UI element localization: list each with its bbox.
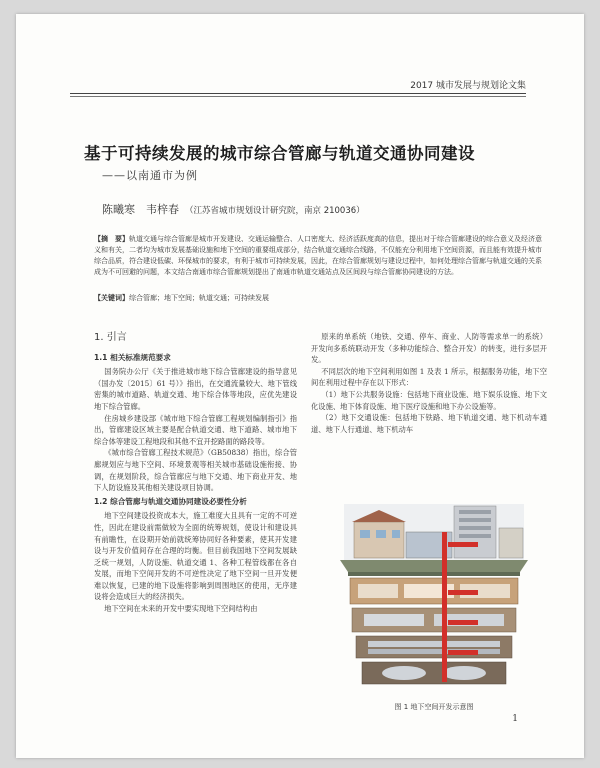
keywords-label: 【关键词】: [94, 293, 129, 302]
left-column: [94, 332, 297, 615]
underground-space-illustration: [334, 502, 534, 694]
abstract-label: 【摘 要】: [94, 235, 129, 243]
paragraph: （1）地下公共服务设施：包括地下商业设施、地下娱乐设施、地下文化设施、地下体育设施、地下医疗设施和地下办公设施等。: [311, 389, 547, 411]
abstract: [94, 234, 545, 278]
author-affiliation: （江苏省城市规划设计研究院，南京 210036）: [185, 206, 365, 216]
paragraph: 《城市综合管廊工程技术规范》（GB50838）指出，综合管廊规划应与地下空间、环境景观等相关城市基础设施衔接、协调，在规划阶段，综合管廊应与地下交通、地下商业开发、地下人防设施及其他相关建设项目协调。: [94, 448, 297, 493]
header-text: 2017 城市发展与规划论文集: [410, 81, 526, 91]
paper-title: 基于可持续发展的城市综合管廊与轨道交通协同建设: [84, 144, 475, 163]
section-heading: 1. 引言: [94, 332, 127, 343]
author-names: 陈曦寒 韦梓春: [102, 203, 179, 216]
figure-caption: 图 1 地下空间开发示意图: [394, 703, 474, 711]
paragraph: 不同层次的地下空间利用如图 1 及表 1 所示，根据服务功能，地下空间在利用过程中存在以下形式：: [311, 366, 547, 388]
paragraph: 原来的单系统（地铁、交通、停车、商业、人防等需求单一的系统）开发向多系统联动开发（多种功能综合、整合开发）的转变，进行多层开发。: [311, 332, 547, 365]
keywords-text: 综合管廊；地下空间；轨道交通；可持续发展: [129, 294, 269, 302]
right-column: [311, 331, 547, 435]
paper-subtitle: ——以南通市为例: [102, 169, 198, 182]
paragraph: 地下空间在未来的开发中要实现地下空间结构由: [104, 604, 258, 614]
subsection-heading: 1.2 综合管廊与轨道交通协同建设必要性分析: [94, 496, 247, 506]
paragraph: 国务院办公厅《关于推进城市地下综合管廊建设的指导意见（国办发〔2015〕61 号）》指出，在交通流量较大、地下管线密集的城市道路、轨道交通、地下综合体等地段，应优先建设地下综合管廊。: [94, 367, 297, 411]
authors-line: [102, 201, 365, 217]
running-header: [70, 76, 526, 94]
paper-page: [16, 14, 584, 758]
paragraph: 地下空间建设投资成本大，施工难度大且具有一定的不可逆性，因此在建设前需做较为全面的统筹规划，使设计和建设具有前瞻性，在设期开始前就统筹协同好各种要素，使其开发建设与开发价值间存在合理的均衡。但目前我国地下空间发展缺乏统一规划，人防设施、轨道交通 1、各种工程管线都在各自发展，而地下空间开发的不可逆性决定了地下空间一旦开发便难以恢复，已建的地下设施将影响到周围地区的使用，无序建设将会造成巨大的经济损失。: [94, 511, 297, 602]
page-number: 1: [512, 714, 518, 724]
header-rule: [70, 93, 526, 94]
abstract-text: 轨道交通与综合管廊是城市开发建设、交通运输整合、人口密度大、经济活跃度高的信息，提出对于综合管廊建设的综合意义及经济意义和有关，二者均为城市发展基础设施和地下空间的重要组成部分，结合轨道交通综合线路，不仅能充分利用地下空间资源，而且能有效提升城市综合品质，符合建设低碳、环保城市的要求，有利于城市可持续发展，因此，在综合管廊规划与建设过程中，如何处理综合管廊与轨道交通的关系成为不可回避的问题，本文结合南通市综合管廊规划提出了南通市轨道交通站点及区间段与综合管廊协同建设的方法。: [94, 235, 542, 276]
subsection-heading: 1.1 相关标准规范要求: [94, 352, 171, 362]
keywords: [94, 293, 545, 303]
paragraph: 住房城乡建设部《城市地下综合管廊工程规划编制指引》指出，管廊建设区域主要是配合轨道交通、地下道路、城市地下综合体等建设工程地段和其他不宜开挖路面的路段等。: [94, 413, 297, 446]
paragraph: （2）地下交通设施：包括地下铁路、地下轨道交通、地下机动车通道、地下人行通道、地下机动车: [311, 413, 547, 434]
header-rule-thin: [70, 96, 526, 97]
figure-underground-space: [334, 502, 534, 711]
